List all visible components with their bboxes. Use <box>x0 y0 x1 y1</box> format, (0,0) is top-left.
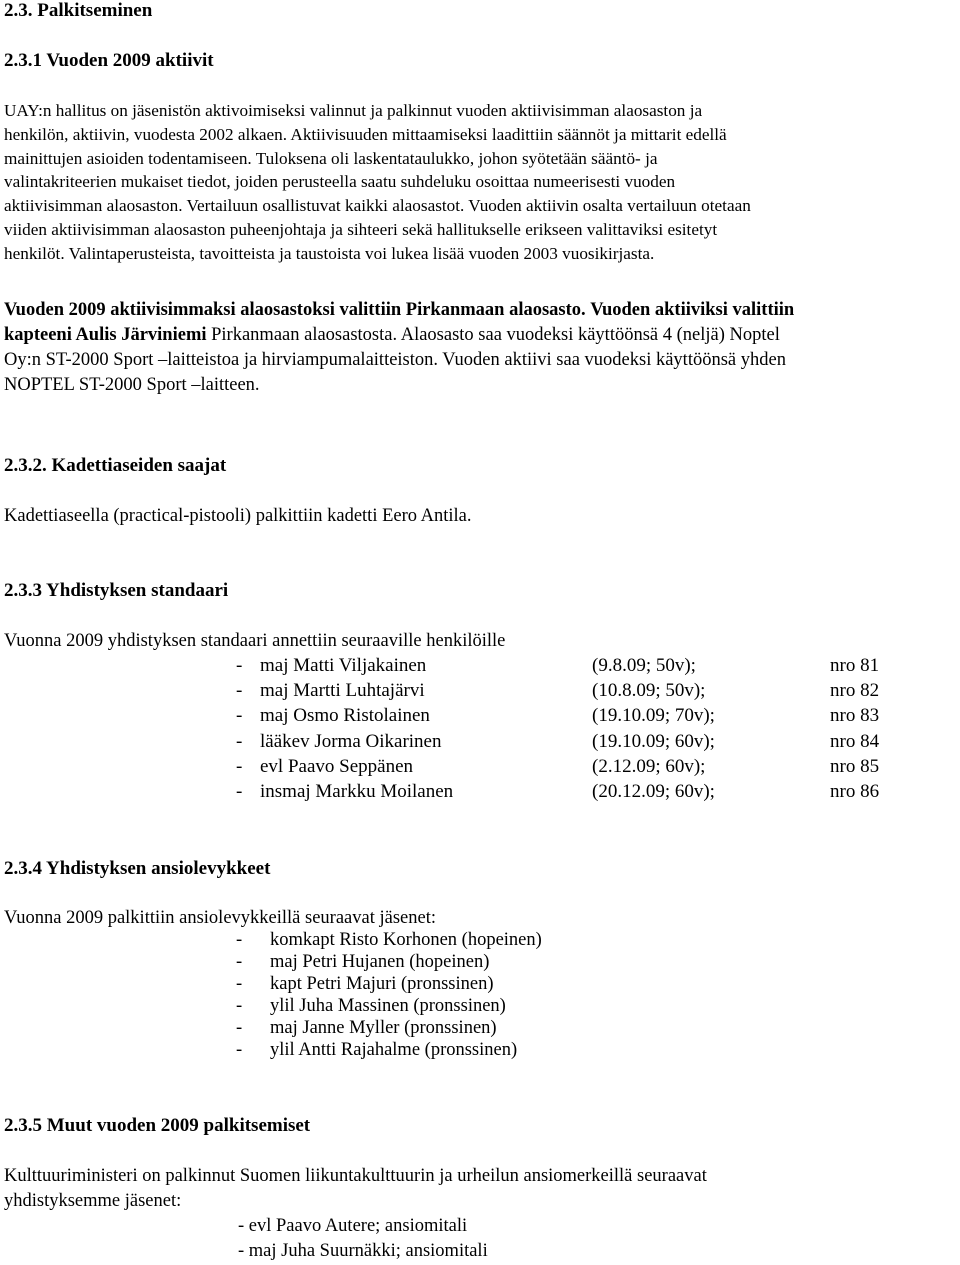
list-item: - evl Paavo Autere; ansiomitali <box>238 1216 468 1236</box>
paragraph-ansiolevykkeet-intro: Vuonna 2009 palkittiin ansiolevykkeillä seuraavat jäsenet: <box>4 908 436 928</box>
recipient-date: (9.8.09; 50v); <box>592 655 696 676</box>
text-line: UAY:n hallitus on jäsenistön aktivoimiseksi valinnut ja palkinnut vuoden aktiivisimman alaosaston ja <box>4 101 703 120</box>
standaari-number: nro 81 <box>830 655 880 676</box>
section-heading: 2.3. Palkitseminen <box>4 0 153 21</box>
text-line <box>4 323 794 348</box>
text-line: aktiivisimman alaosaston. Vertailuun osallistuvat kaikki alaosastot. Vuoden aktiivin osalta vertailuun otetaan <box>4 196 751 216</box>
standaari-number: nro 82 <box>830 680 880 701</box>
recipient-text: ylil Antti Rajahalme (pronssinen) <box>270 1040 518 1060</box>
recipient-text: ylil Juha Massinen (pronssinen) <box>270 996 506 1016</box>
list-bullet: - <box>236 705 243 726</box>
text-line: viiden aktiivisimman alaosaston puheenjohtaja ja sihteeri sekä hallitukselle erikseen valittaviksi esitetyt <box>4 219 718 239</box>
list-item <box>0 705 960 730</box>
paragraph-aktiivit-intro <box>4 99 751 266</box>
list-item <box>0 952 960 974</box>
bold-text: Vuoden 2009 aktiivisimmaksi alaosastoksi valittiin Pirkanmaan alaosasto. <box>4 300 586 320</box>
text-line: henkilöt. Valintaperusteista, tavoitteista ja taustoista voi lukea lisää vuoden 2003 vuosikirjasta. <box>4 243 655 263</box>
bold-text: Vuoden aktiiviksi valittiin <box>590 300 795 320</box>
list-bullet: - <box>236 731 243 752</box>
paragraph-aktiivit-result <box>4 298 794 398</box>
recipient-date: (20.12.09; 60v); <box>592 781 715 802</box>
recipient-date: (19.10.09; 60v); <box>592 731 715 752</box>
standaari-number: nro 84 <box>830 731 880 752</box>
list-item <box>0 1040 960 1062</box>
subsection-heading-2-3-5: 2.3.5 Muut vuoden 2009 palkitsemiset <box>4 1115 311 1136</box>
standaari-number: nro 83 <box>830 705 880 726</box>
standaari-number: nro 85 <box>830 756 880 777</box>
paragraph-standaari-intro: Vuonna 2009 yhdistyksen standaari annettiin seuraaville henkilöille <box>4 631 506 651</box>
list-item <box>0 655 960 680</box>
list-item: - maj Juha Suurnäkki; ansiomitali <box>238 1241 488 1261</box>
text-line: NOPTEL ST-2000 Sport –laitteen. <box>4 375 260 395</box>
recipient-date: (10.8.09; 50v); <box>592 680 706 701</box>
recipient-name: evl Paavo Seppänen <box>260 756 414 777</box>
list-bullet: - <box>236 952 243 972</box>
list-bullet: - <box>236 756 243 777</box>
bold-text: kapteeni Aulis Järviniemi <box>4 325 207 345</box>
standaari-number: nro 86 <box>830 781 880 802</box>
list-item <box>0 756 960 781</box>
list-bullet: - <box>236 996 243 1016</box>
recipient-date: (19.10.09; 70v); <box>592 705 715 726</box>
list-item <box>0 680 960 705</box>
text-line: yhdistyksemme jäsenet: <box>4 1191 182 1211</box>
subsection-heading-2-3-3: 2.3.3 Yhdistyksen standaari <box>4 580 229 601</box>
recipient-text: kapt Petri Majuri (pronssinen) <box>270 974 494 994</box>
list-item <box>0 1018 960 1040</box>
list-item <box>0 996 960 1018</box>
recipient-text: maj Petri Hujanen (hopeinen) <box>270 952 490 972</box>
subsection-heading-2-3-2: 2.3.2. Kadettiaseiden saajat <box>4 455 227 476</box>
recipient-name: maj Martti Luhtajärvi <box>260 680 425 701</box>
list-bullet: - <box>236 781 243 802</box>
subsection-heading-2-3-4: 2.3.4 Yhdistyksen ansiolevykkeet <box>4 858 271 879</box>
list-item <box>0 930 960 952</box>
text-line: Kulttuuriministeri on palkinnut Suomen liikuntakulttuurin ja urheilun ansiomerkeillä seuraavat <box>4 1166 707 1186</box>
recipient-text: maj Janne Myller (pronssinen) <box>270 1018 497 1038</box>
paragraph-muut-intro <box>4 1164 707 1214</box>
list-bullet: - <box>236 974 243 994</box>
recipient-name: maj Osmo Ristolainen <box>260 705 430 726</box>
paragraph-kadettiase: Kadettiaseella (practical-pistooli) palkittiin kadetti Eero Antila. <box>4 506 472 526</box>
text-line: mainittujen asioiden todentamiseen. Tuloksena oli laskentataulukko, johon syötetään sääntö- ja <box>4 148 658 168</box>
list-item <box>0 781 960 806</box>
plain-text: Pirkanmaan alaosastosta. Alaosasto saa vuodeksi käyttöönsä 4 (neljä) Noptel <box>211 325 780 345</box>
recipient-name: insmaj Markku Moilanen <box>260 781 454 802</box>
recipient-name: lääkev Jorma Oikarinen <box>260 731 442 752</box>
recipient-name: maj Matti Viljakainen <box>260 655 427 676</box>
text-line: henkilön, aktiivin, vuodesta 2002 alkaen. Aktiivisuuden mittaamiseksi laadittiin säännöt ja mittarit edellä <box>4 124 727 144</box>
list-item <box>0 731 960 756</box>
text-line <box>4 298 794 323</box>
list-bullet: - <box>236 1018 243 1038</box>
list-bullet: - <box>236 930 243 950</box>
list-bullet: - <box>236 1040 243 1060</box>
list-item <box>0 974 960 996</box>
text-line: valintakriteerien mukaiset tiedot, joiden perusteella saatu suhdeluku osoittaa numeerisesti vuoden <box>4 172 676 192</box>
list-bullet: - <box>236 680 243 701</box>
recipient-date: (2.12.09; 60v); <box>592 756 706 777</box>
recipient-text: komkapt Risto Korhonen (hopeinen) <box>270 930 542 950</box>
subsection-heading-2-3-1: 2.3.1 Vuoden 2009 aktiivit <box>4 50 214 71</box>
text-line: Oy:n ST-2000 Sport –laitteistoa ja hirviampumalaitteiston. Vuoden aktiivi saa vuodeksi käyttöönsä yhden <box>4 350 786 370</box>
list-bullet: - <box>236 655 243 676</box>
